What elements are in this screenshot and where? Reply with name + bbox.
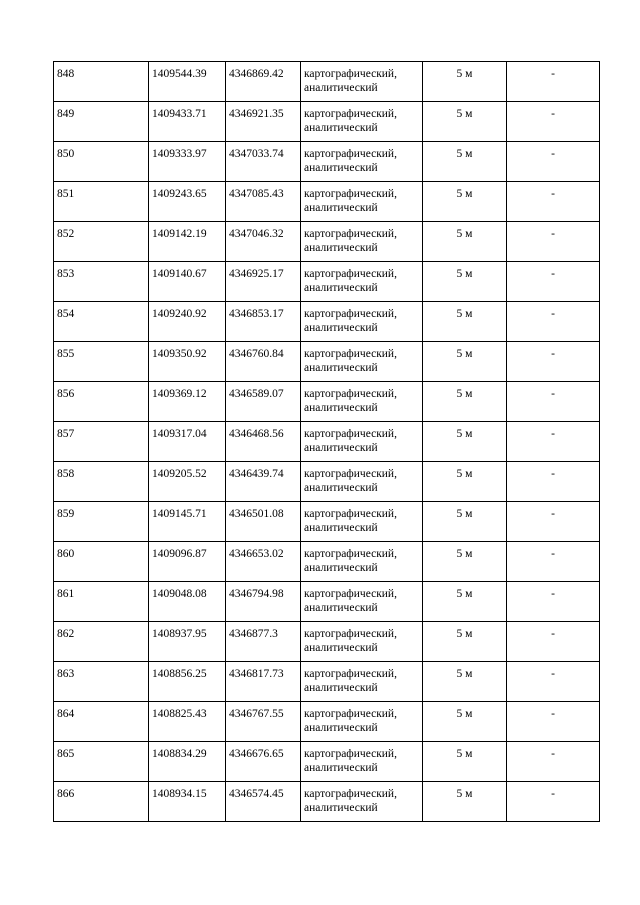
x-coordinate-cell: 1408934.15 <box>149 782 226 822</box>
point-number-cell: 854 <box>54 302 149 342</box>
y-coordinate-cell: 4346877.3 <box>226 622 301 662</box>
y-coordinate-cell: 4346921.35 <box>226 102 301 142</box>
y-coordinate-cell: 4347046.32 <box>226 222 301 262</box>
method-line-1: картографический, <box>304 148 397 160</box>
y-coordinate-cell: 4346468.56 <box>226 422 301 462</box>
method-line-2: аналитический <box>304 442 378 454</box>
method-line-2: аналитический <box>304 162 378 174</box>
x-coordinate-cell: 1409140.67 <box>149 262 226 302</box>
x-coordinate-cell: 1409243.65 <box>149 182 226 222</box>
accuracy-cell: 5 м <box>423 462 507 502</box>
point-number-cell: 865 <box>54 742 149 782</box>
y-coordinate-cell: 4346574.45 <box>226 782 301 822</box>
x-coordinate-cell: 1409145.71 <box>149 502 226 542</box>
method-line-1: картографический, <box>304 628 397 640</box>
method-line-1: картографический, <box>304 508 397 520</box>
x-coordinate-cell: 1409096.87 <box>149 542 226 582</box>
point-number-cell: 849 <box>54 102 149 142</box>
y-coordinate-cell: 4346676.65 <box>226 742 301 782</box>
x-coordinate-cell: 1409350.92 <box>149 342 226 382</box>
accuracy-cell: 5 м <box>423 702 507 742</box>
method-line-2: аналитический <box>304 362 378 374</box>
table-row <box>54 702 600 742</box>
method-cell <box>301 382 423 422</box>
method-cell <box>301 662 423 702</box>
y-coordinate-cell: 4347033.74 <box>226 142 301 182</box>
note-cell: - <box>507 462 600 502</box>
accuracy-cell: 5 м <box>423 382 507 422</box>
table-row <box>54 222 600 262</box>
table-row <box>54 622 600 662</box>
method-line-2: аналитический <box>304 242 378 254</box>
method-cell <box>301 782 423 822</box>
x-coordinate-cell: 1409333.97 <box>149 142 226 182</box>
method-line-1: картографический, <box>304 228 397 240</box>
point-number-cell: 848 <box>54 62 149 102</box>
note-cell: - <box>507 342 600 382</box>
point-number-cell: 861 <box>54 582 149 622</box>
table-row <box>54 582 600 622</box>
x-coordinate-cell: 1409544.39 <box>149 62 226 102</box>
method-line-2: аналитический <box>304 682 378 694</box>
note-cell: - <box>507 262 600 302</box>
accuracy-cell: 5 м <box>423 222 507 262</box>
accuracy-cell: 5 м <box>423 62 507 102</box>
table-row <box>54 742 600 782</box>
method-line-2: аналитический <box>304 802 378 814</box>
method-line-1: картографический, <box>304 708 397 720</box>
point-number-cell: 856 <box>54 382 149 422</box>
y-coordinate-cell: 4346869.42 <box>226 62 301 102</box>
method-cell <box>301 142 423 182</box>
method-cell <box>301 182 423 222</box>
method-line-2: аналитический <box>304 402 378 414</box>
table-row <box>54 142 600 182</box>
y-coordinate-cell: 4346767.55 <box>226 702 301 742</box>
table-row <box>54 382 600 422</box>
y-coordinate-cell: 4347085.43 <box>226 182 301 222</box>
table-row <box>54 262 600 302</box>
x-coordinate-cell: 1408856.25 <box>149 662 226 702</box>
method-cell <box>301 502 423 542</box>
y-coordinate-cell: 4346589.07 <box>226 382 301 422</box>
method-cell <box>301 742 423 782</box>
accuracy-cell: 5 м <box>423 302 507 342</box>
note-cell: - <box>507 742 600 782</box>
method-line-1: картографический, <box>304 668 397 680</box>
method-line-2: аналитический <box>304 202 378 214</box>
note-cell: - <box>507 382 600 422</box>
accuracy-cell: 5 м <box>423 182 507 222</box>
note-cell: - <box>507 582 600 622</box>
table-row <box>54 62 600 102</box>
note-cell: - <box>507 142 600 182</box>
point-number-cell: 852 <box>54 222 149 262</box>
note-cell: - <box>507 622 600 662</box>
table-row <box>54 542 600 582</box>
method-line-1: картографический, <box>304 388 397 400</box>
method-line-2: аналитический <box>304 322 378 334</box>
y-coordinate-cell: 4346653.02 <box>226 542 301 582</box>
x-coordinate-cell: 1409240.92 <box>149 302 226 342</box>
method-line-1: картографический, <box>304 548 397 560</box>
method-cell <box>301 582 423 622</box>
y-coordinate-cell: 4346925.17 <box>226 262 301 302</box>
method-line-1: картографический, <box>304 348 397 360</box>
note-cell: - <box>507 782 600 822</box>
y-coordinate-cell: 4346853.17 <box>226 302 301 342</box>
method-line-1: картографический, <box>304 188 397 200</box>
coordinates-table <box>53 61 600 822</box>
table-row <box>54 502 600 542</box>
method-line-1: картографический, <box>304 108 397 120</box>
method-cell <box>301 62 423 102</box>
y-coordinate-cell: 4346794.98 <box>226 582 301 622</box>
point-number-cell: 866 <box>54 782 149 822</box>
accuracy-cell: 5 м <box>423 422 507 462</box>
y-coordinate-cell: 4346817.73 <box>226 662 301 702</box>
method-line-2: аналитический <box>304 642 378 654</box>
method-cell <box>301 622 423 662</box>
note-cell: - <box>507 182 600 222</box>
note-cell: - <box>507 422 600 462</box>
method-cell <box>301 302 423 342</box>
table-row <box>54 102 600 142</box>
point-number-cell: 863 <box>54 662 149 702</box>
method-cell <box>301 462 423 502</box>
point-number-cell: 864 <box>54 702 149 742</box>
note-cell: - <box>507 102 600 142</box>
accuracy-cell: 5 м <box>423 102 507 142</box>
method-line-1: картографический, <box>304 268 397 280</box>
note-cell: - <box>507 702 600 742</box>
accuracy-cell: 5 м <box>423 662 507 702</box>
table-row <box>54 182 600 222</box>
accuracy-cell: 5 м <box>423 262 507 302</box>
x-coordinate-cell: 1409048.08 <box>149 582 226 622</box>
method-line-1: картографический, <box>304 468 397 480</box>
accuracy-cell: 5 м <box>423 542 507 582</box>
method-line-2: аналитический <box>304 722 378 734</box>
method-cell <box>301 342 423 382</box>
y-coordinate-cell: 4346439.74 <box>226 462 301 502</box>
table-row <box>54 342 600 382</box>
method-line-2: аналитический <box>304 602 378 614</box>
table-row <box>54 302 600 342</box>
point-number-cell: 862 <box>54 622 149 662</box>
x-coordinate-cell: 1408834.29 <box>149 742 226 782</box>
table-row <box>54 662 600 702</box>
note-cell: - <box>507 222 600 262</box>
point-number-cell: 855 <box>54 342 149 382</box>
method-cell <box>301 222 423 262</box>
method-line-1: картографический, <box>304 308 397 320</box>
point-number-cell: 850 <box>54 142 149 182</box>
x-coordinate-cell: 1409369.12 <box>149 382 226 422</box>
method-cell <box>301 102 423 142</box>
point-number-cell: 851 <box>54 182 149 222</box>
method-cell <box>301 702 423 742</box>
x-coordinate-cell: 1408937.95 <box>149 622 226 662</box>
x-coordinate-cell: 1409205.52 <box>149 462 226 502</box>
method-line-2: аналитический <box>304 562 378 574</box>
table-body <box>54 62 600 822</box>
point-number-cell: 859 <box>54 502 149 542</box>
method-line-1: картографический, <box>304 68 397 80</box>
y-coordinate-cell: 4346760.84 <box>226 342 301 382</box>
method-line-2: аналитический <box>304 82 378 94</box>
method-cell <box>301 422 423 462</box>
method-line-2: аналитический <box>304 282 378 294</box>
method-line-1: картографический, <box>304 788 397 800</box>
table-row <box>54 782 600 822</box>
x-coordinate-cell: 1409317.04 <box>149 422 226 462</box>
note-cell: - <box>507 542 600 582</box>
x-coordinate-cell: 1409142.19 <box>149 222 226 262</box>
table-row <box>54 462 600 502</box>
method-line-1: картографический, <box>304 748 397 760</box>
table-row <box>54 422 600 462</box>
note-cell: - <box>507 302 600 342</box>
point-number-cell: 857 <box>54 422 149 462</box>
note-cell: - <box>507 62 600 102</box>
point-number-cell: 858 <box>54 462 149 502</box>
method-cell <box>301 262 423 302</box>
note-cell: - <box>507 662 600 702</box>
method-line-1: картографический, <box>304 428 397 440</box>
accuracy-cell: 5 м <box>423 342 507 382</box>
accuracy-cell: 5 м <box>423 142 507 182</box>
point-number-cell: 853 <box>54 262 149 302</box>
accuracy-cell: 5 м <box>423 622 507 662</box>
accuracy-cell: 5 м <box>423 782 507 822</box>
method-line-1: картографический, <box>304 588 397 600</box>
method-line-2: аналитический <box>304 482 378 494</box>
accuracy-cell: 5 м <box>423 742 507 782</box>
accuracy-cell: 5 м <box>423 582 507 622</box>
note-cell: - <box>507 502 600 542</box>
x-coordinate-cell: 1409433.71 <box>149 102 226 142</box>
x-coordinate-cell: 1408825.43 <box>149 702 226 742</box>
point-number-cell: 860 <box>54 542 149 582</box>
method-line-2: аналитический <box>304 522 378 534</box>
accuracy-cell: 5 м <box>423 502 507 542</box>
method-line-2: аналитический <box>304 762 378 774</box>
y-coordinate-cell: 4346501.08 <box>226 502 301 542</box>
method-line-2: аналитический <box>304 122 378 134</box>
method-cell <box>301 542 423 582</box>
